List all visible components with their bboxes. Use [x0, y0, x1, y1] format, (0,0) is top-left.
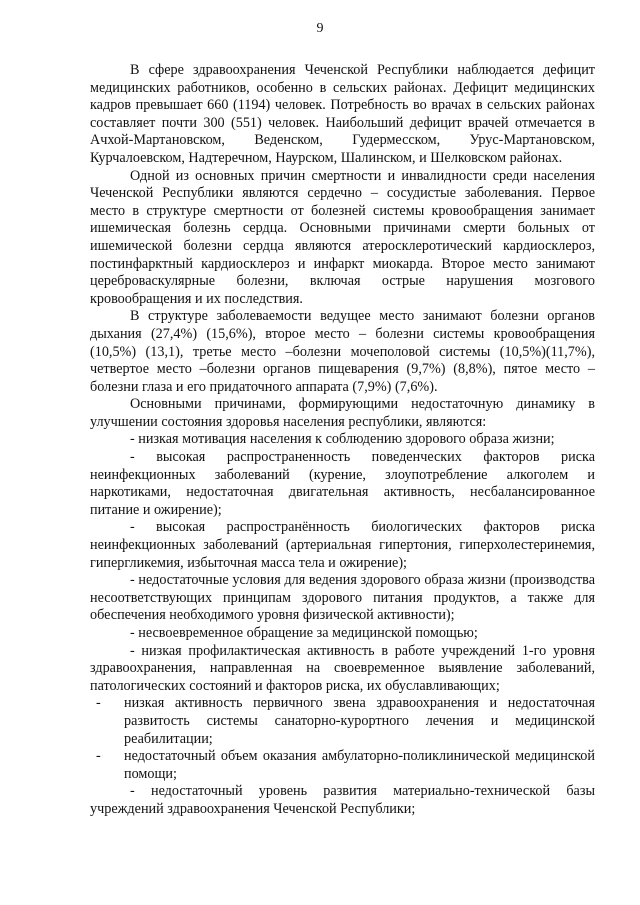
- paragraph-staff-shortage: В сфере здравоохранения Чеченской Республики наблюдается дефицит медицинских работников, особенно в сельских районах. Дефицит медицинских кадров превышает 660 (1194) человек. Потребность во врачах в сельских районах составляет почти 300 (551) человек. Наибольший дефицит врачей отмечается в Ачхой-Мартановском, Веденском, Гудермесском, Урус-Мартановском, Курчалоевском, Надтеречном, Наурском, Шалинском, и Шелковском районах.: [90, 62, 595, 166]
- list-item-text: недостаточный объем оказания амбулаторно-поликлинической медицинской помощи;: [124, 748, 595, 782]
- list-item-hanging: [96, 695, 595, 748]
- list-dash: -: [96, 748, 101, 765]
- list-item-text: низкая активность первичного звена здравоохранения и недостаточная развитость системы санаторно-курортного лечения и медицинской реабилитации;: [124, 695, 595, 747]
- list-item: - недостаточный уровень развития материально-технической базы учреждений здравоохранения Чеченской Республики;: [90, 783, 595, 817]
- list-item: - высокая распространённость биологических факторов риска неинфекционных заболеваний (артериальная гипертония, гиперхолестеринемия, гипергликемия, избыточная масса тела и ожирение);: [90, 519, 595, 571]
- list-item-hanging: [96, 748, 595, 783]
- list-item: - низкая мотивация населения к соблюдению здорового образа жизни;: [130, 431, 555, 448]
- list-item: - низкая профилактическая активность в работе учреждений 1-го уровня здравоохранения, направленная на своевременное выявление заболеваний, патологических состояний и факторов риска, их обуславливающих;: [90, 642, 595, 694]
- page-number: 9: [316, 21, 324, 36]
- document-body: [90, 62, 595, 819]
- list-item: - недостаточные условия для ведения здорового образа жизни (производства несоответствующих принципам здорового питания продуктов, а также для обеспечения необходимого уровня физической активности);: [90, 572, 595, 624]
- paragraph-main-reasons: Основными причинами, формирующими недостаточную динамику в улучшении состояния здоровья населения республики, являются:: [90, 396, 595, 430]
- list-dash: -: [96, 695, 101, 712]
- paragraph-mortality-causes: Одной из основных причин смертности и инвалидности среди населения Чеченской Республики являются сердечно – сосудистые заболевания. Первое место в структуре смертности от болезней системы кровообращения занимает ишемическая болезнь сердца. Основными причинами смерти больных от ишемической болезни сердца являются атеросклеротический кардиосклероз, постинфарктный кардиосклероз и инфаркт миокарда. Второе место занимают цереброваскулярные болезни, включая острые нарушения мозгового кровообращения и их последствия.: [90, 167, 595, 307]
- list-item: - высокая распространенность поведенческих факторов риска неинфекционных заболеваний (курение, злоупотребление алкоголем и наркотиками, недостаточная двигательная активность, несбалансированное питание и ожирение);: [90, 449, 595, 518]
- paragraph-morbidity-structure: В структуре заболеваемости ведущее место занимают болезни органов дыхания (27,4%) (15,6%), второе место – болезни системы кровообращения (10,5%) (13,1), третье место –болезни мочеполовой системы (10,5%)(11,7%), четвертое место –болезни органов пищеварения (9,7%) (8,8%), пятое место – болезни глаза и его придаточного аппарата (7,9%) (7,6%).: [90, 308, 595, 395]
- list-item: - несвоевременное обращение за медицинской помощью;: [130, 625, 478, 641]
